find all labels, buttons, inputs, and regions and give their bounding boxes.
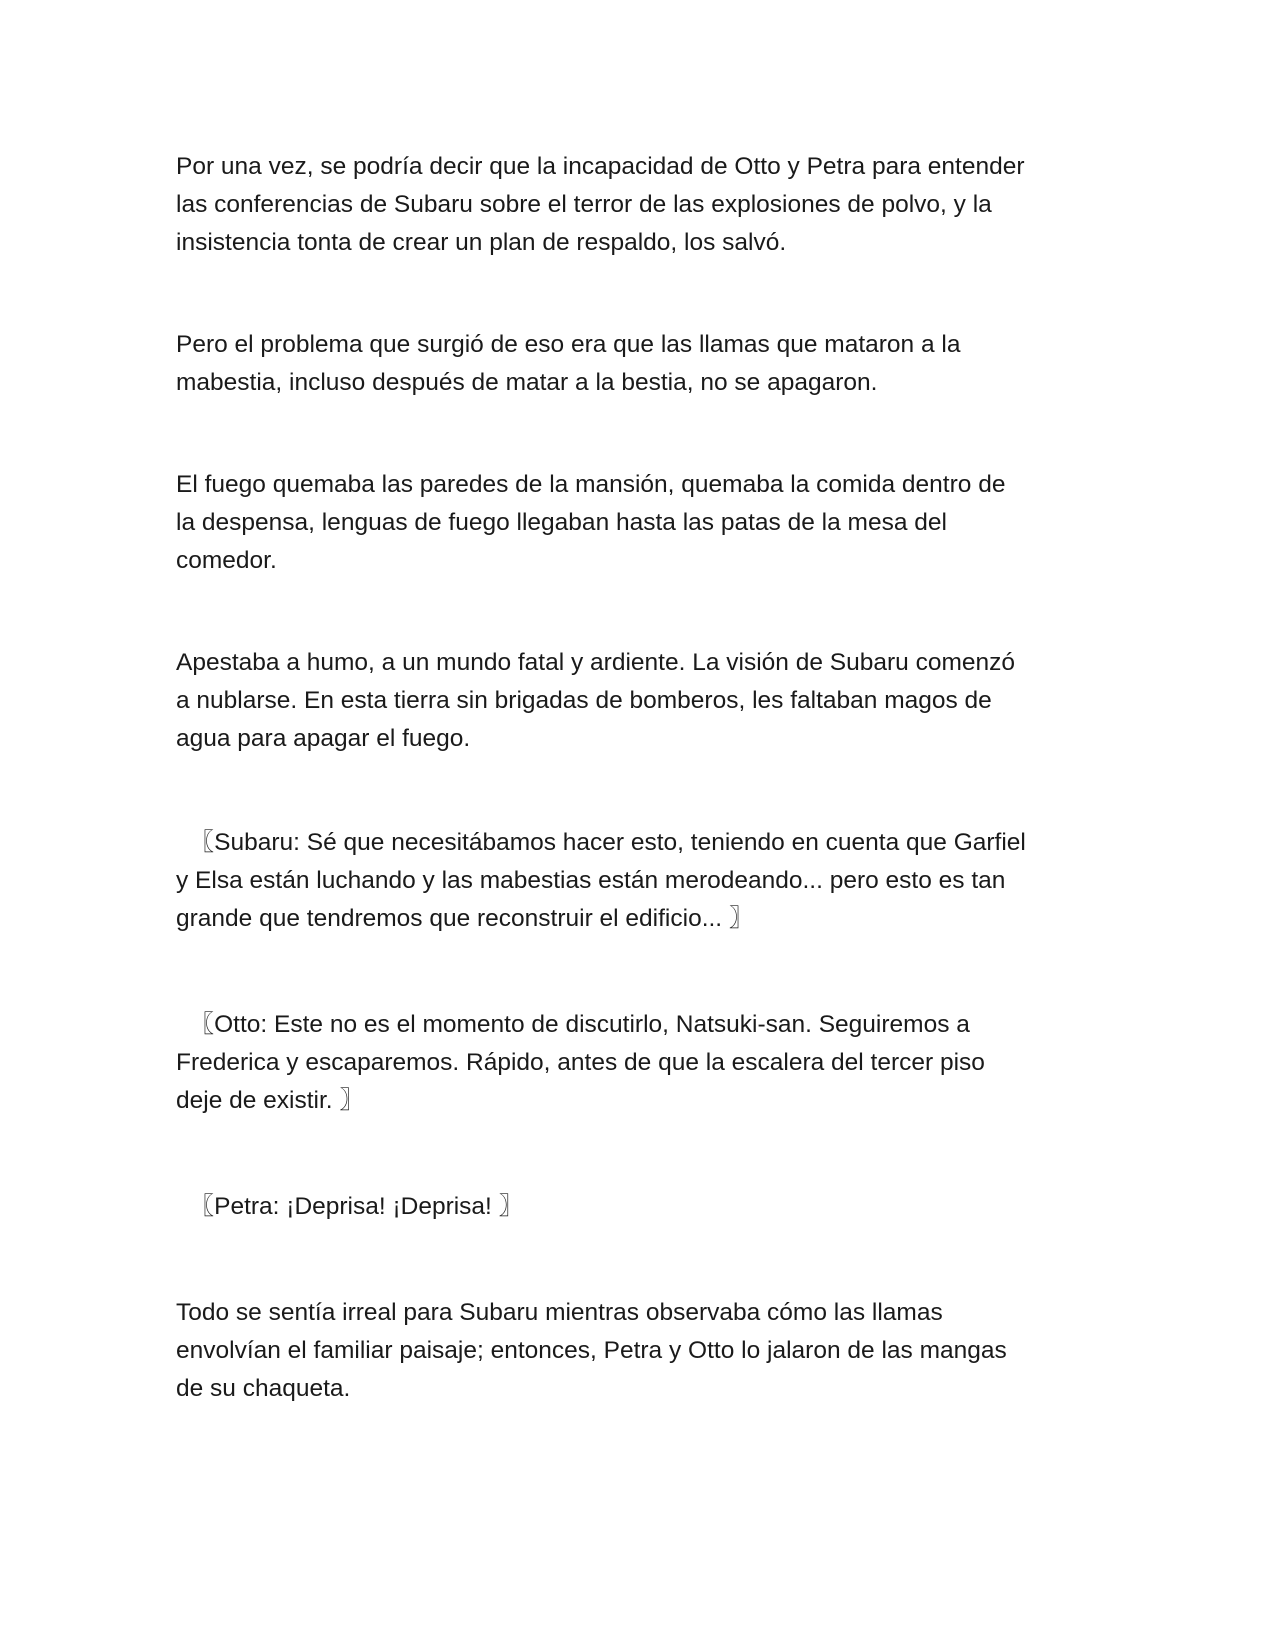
text-line: envolvían el familiar paisaje; entonces, Petra y Otto lo jalaron de las mangas <box>176 1337 1007 1364</box>
paragraph <box>176 148 1106 262</box>
text-line: Todo se sentía irreal para Subaru mientras observaba cómo las llamas <box>176 1299 943 1326</box>
text-line: y Elsa están luchando y las mabestias están merodeando... pero esto es tan <box>176 867 1006 894</box>
text-line: comedor. <box>176 547 277 574</box>
text-line: Pero el problema que surgió de eso era que las llamas que mataron a la <box>176 331 961 358</box>
paragraph <box>176 326 1106 402</box>
text-line: El fuego quemaba las paredes de la mansión, quemaba la comida dentro de <box>176 471 1006 498</box>
text-line: de su chaqueta. <box>176 1375 351 1402</box>
paragraph <box>176 644 1106 758</box>
dialogue-paragraph <box>176 1006 1106 1120</box>
text-line: 〖Petra: ¡Deprisa! ¡Deprisa! 〗 <box>176 1193 524 1220</box>
text-line: Apestaba a humo, a un mundo fatal y ardiente. La visión de Subaru comenzó <box>176 649 1015 676</box>
text-line: la despensa, lenguas de fuego llegaban hasta las patas de la mesa del <box>176 509 947 536</box>
paragraph <box>176 466 1106 580</box>
text-line: mabestia, incluso después de matar a la bestia, no se apagaron. <box>176 369 878 396</box>
text-line: Por una vez, se podría decir que la incapacidad de Otto y Petra para entender <box>176 153 1025 180</box>
text-line: 〖Otto: Este no es el momento de discutirlo, Natsuki-san. Seguiremos a <box>176 1011 970 1038</box>
text-line: Frederica y escaparemos. Rápido, antes de que la escalera del tercer piso <box>176 1049 985 1076</box>
text-line: deje de existir. 〗 <box>176 1087 364 1114</box>
text-line: a nublarse. En esta tierra sin brigadas de bomberos, les faltaban magos de <box>176 687 992 714</box>
paragraph <box>176 1294 1106 1408</box>
dialogue-paragraph <box>176 824 1106 938</box>
text-line: insistencia tonta de crear un plan de respaldo, los salvó. <box>176 229 787 256</box>
text-line: las conferencias de Subaru sobre el terror de las explosiones de polvo, y la <box>176 191 992 218</box>
text-line: 〖Subaru: Sé que necesitábamos hacer esto, teniendo en cuenta que Garfiel <box>176 829 1026 856</box>
dialogue-paragraph <box>176 1188 1106 1226</box>
text-line: grande que tendremos que reconstruir el edificio... 〗 <box>176 905 754 932</box>
text-line: agua para apagar el fuego. <box>176 725 471 752</box>
